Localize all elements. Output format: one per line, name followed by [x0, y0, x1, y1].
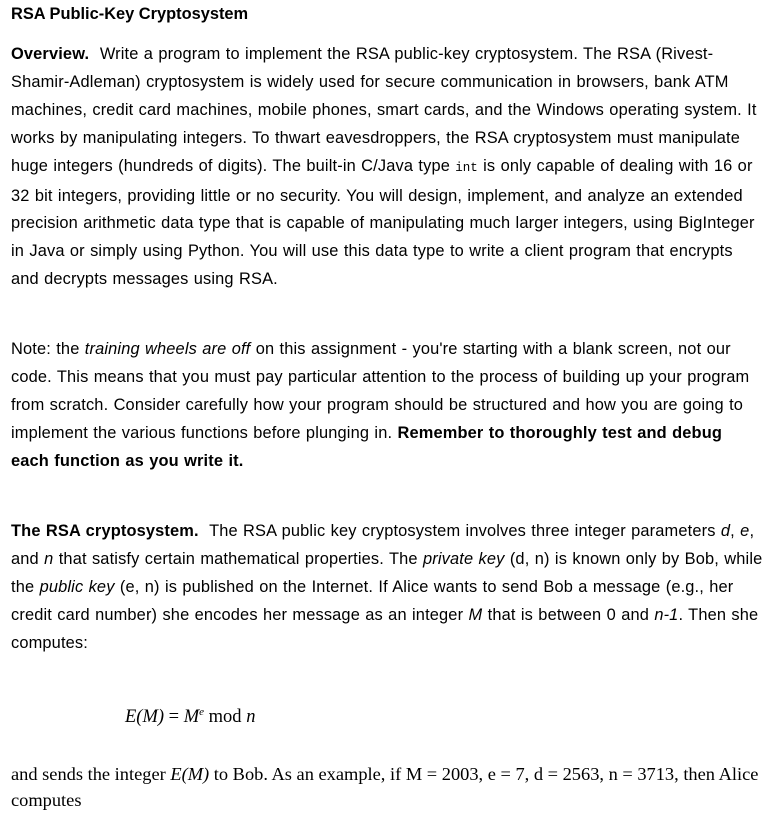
rsa-text-part-2: that satisfy certain mathematical properties. The	[58, 549, 418, 568]
rsa-text-part-1: The RSA public key cryptosystem involves three integer parameters	[209, 522, 716, 540]
rsa-text-part-6: . Then she computes:	[11, 605, 759, 652]
note-text-part-1: Note: the	[11, 340, 80, 358]
rsa-paragraph	[11, 518, 763, 658]
int-type-code: int	[455, 160, 478, 175]
param-e: e	[740, 522, 750, 540]
example-em: E(M)	[170, 764, 210, 784]
example-text-part-1: and sends the integer	[11, 764, 166, 784]
rsa-text-part-5: that is between 0 and	[487, 605, 649, 624]
overview-text-part-2: is only capable of dealing with 16 or 32 bit integers, providing little or no security. You will design, implement, and analyze an extended precision arithmetic data type that is capable of manipulating much larger integers, using BigInteger in Java or simply using Python. You will use this data type to write a client program that encrypts and decrypts messages using RSA.	[11, 156, 755, 289]
public-key-term: public key	[39, 577, 115, 596]
rsa-heading: The RSA cryptosystem.	[11, 522, 199, 540]
formula-modulus: n	[246, 707, 256, 727]
param-d: d	[720, 522, 731, 540]
example-text-part-2: to Bob. As an example, if M = 2003, e = 7, d = 2563, n = 3713, then Alice computes	[11, 764, 759, 810]
private-key-pair: (d, n)	[509, 549, 550, 568]
page-title: RSA Public-Key Cryptosystem	[11, 5, 249, 23]
param-n: n	[44, 549, 54, 568]
overview-text-part-1: Write a program to implement the RSA public-key cryptosystem. The RSA (Rivest-Shamir-Adleman) cryptosystem is widely used for secure communication in browsers, bank ATM machines, credit card machines, mobile phones, smart cards, and the Windows operating system. It works by manipulating integers. To thwart eavesdroppers, the RSA cryptosystem must manipulate huge integers (hundreds of digits). The built-in C/Java type	[11, 45, 757, 175]
param-separator-1: ,	[730, 522, 735, 540]
note-paragraph	[11, 336, 763, 476]
formula-exponent: e	[199, 706, 205, 718]
overview-heading: Overview.	[11, 45, 90, 63]
private-key-term: private key	[423, 549, 505, 568]
n-minus-one: n-1	[654, 605, 679, 624]
rsa-text-part-3: is known only by Bob, while the	[11, 549, 763, 596]
formula-mod: mod	[208, 707, 242, 727]
rsa-text-part-4: is published on the Internet. If Alice wants to send Bob a message (e.g., her credit card number) she encodes her message as an integer	[11, 577, 734, 624]
formula-equals: =	[168, 707, 180, 727]
example-paragraph	[11, 761, 763, 813]
overview-paragraph	[11, 41, 763, 294]
test-debug-emphasis: Remember to thoroughly test and debug each function as you write it.	[11, 423, 723, 470]
public-key-pair: (e, n)	[119, 577, 160, 596]
param-separator-2: , and	[11, 522, 755, 568]
note-text-part-2: on this assignment - you're starting with a blank screen, not our code. This means that you must pay particular attention to the process of building up your program from scratch. Consider carefully how your program should be structured and how you are going to implement the various functions before plunging in.	[11, 340, 750, 442]
training-wheels-phrase: training wheels are off	[84, 340, 251, 358]
formula-base: M	[183, 707, 200, 727]
encryption-formula	[125, 702, 255, 732]
message-integer-m: M	[468, 605, 483, 624]
formula-lhs: E(M)	[125, 707, 165, 727]
